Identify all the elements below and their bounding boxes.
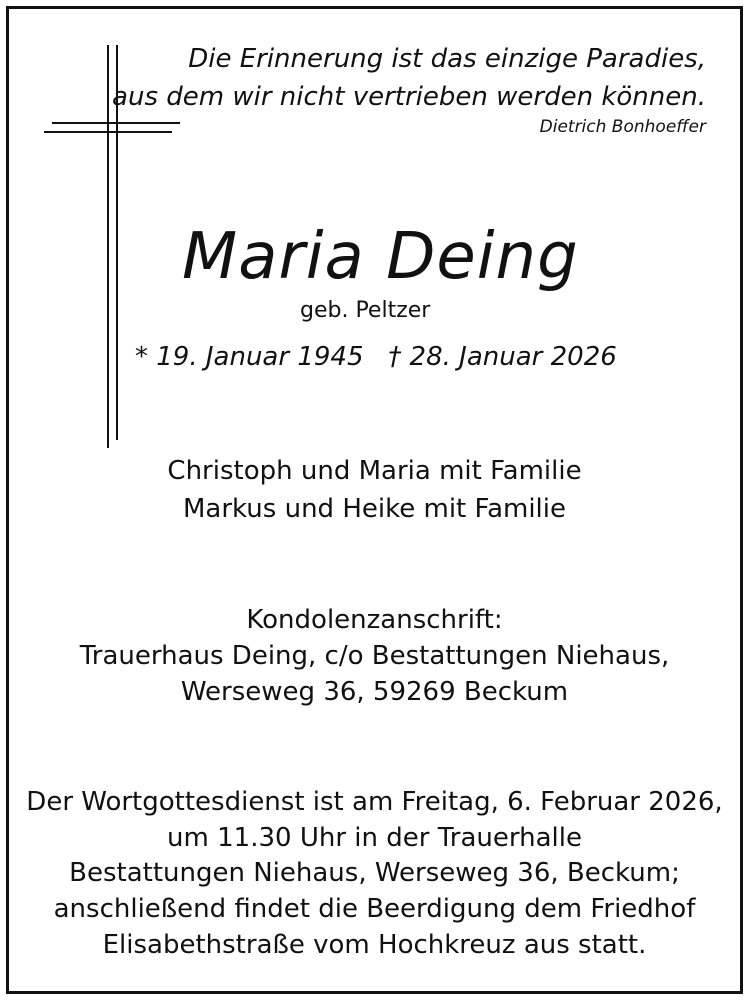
deceased-name: Maria Deing: [182, 220, 579, 294]
service-line: Bestattungen Niehaus, Werseweg 36, Beckum;: [69, 858, 680, 888]
quote-line-2: aus dem wir nicht vertrieben werden können.: [112, 82, 706, 112]
service-line: Der Wortgottesdienst ist am Freitag, 6. Februar 2026,: [26, 787, 723, 817]
quote-author: Dietrich Bonhoeffer: [539, 117, 706, 137]
mourner-line: Christoph und Maria mit Familie: [167, 456, 582, 486]
quote-line-1: Die Erinnerung ist das einzige Paradies,: [188, 44, 706, 74]
mourner-line: Markus und Heike mit Familie: [183, 494, 566, 524]
service-line: um 11.30 Uhr in der Trauerhalle: [167, 823, 582, 853]
life-dates: * 19. Januar 1945 † 28. Januar 2026: [135, 342, 617, 372]
condolence-heading: Kondolenzanschrift:: [246, 605, 503, 635]
maiden-name: geb. Peltzer: [300, 298, 431, 323]
condolence-address-line: Trauerhaus Deing, c/o Bestattungen Niehaus,: [79, 641, 670, 671]
service-line: anschließend findet die Beerdigung dem Friedhof: [53, 894, 696, 924]
service-line: Elisabethstraße vom Hochkreuz aus statt.: [102, 930, 647, 960]
condolence-address-line: Werseweg 36, 59269 Beckum: [180, 677, 569, 707]
